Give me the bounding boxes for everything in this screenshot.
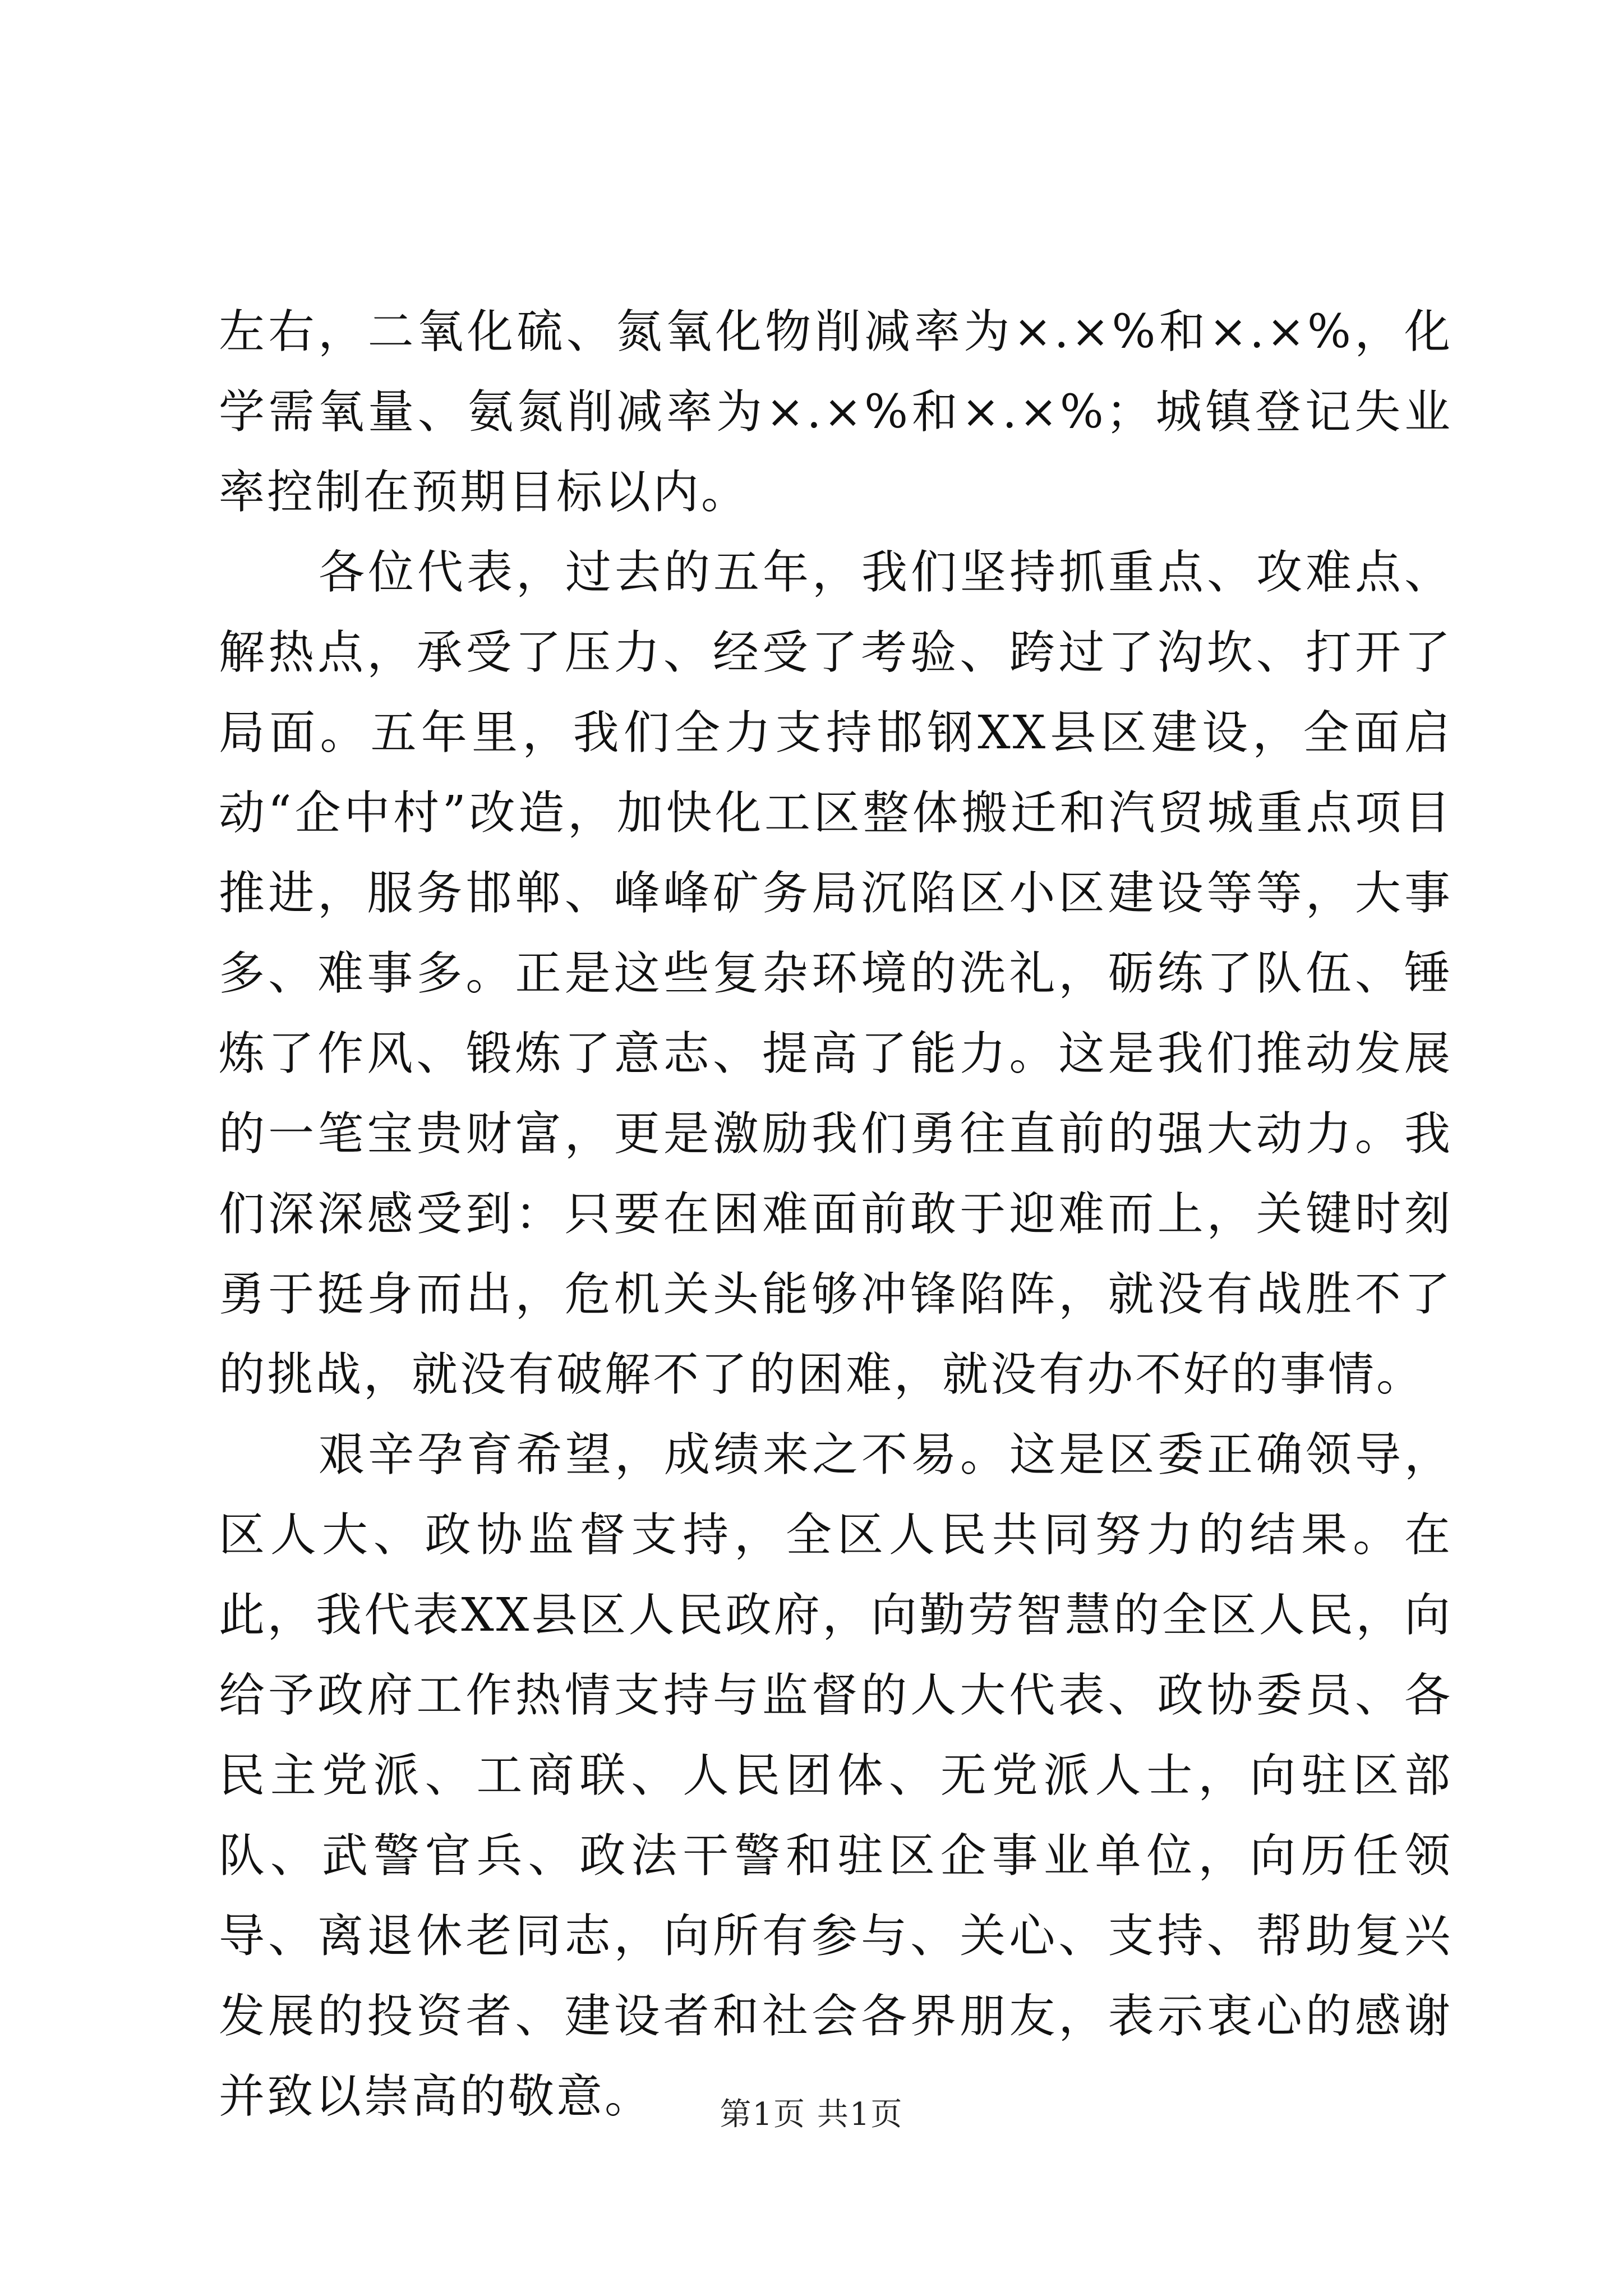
paragraph-1: 左右，二氧化硫、氮氧化物削减率为×.×%和×.×%，化学需氧量、氨氮削减率为×.×%和×.×%；城镇登记失业率控制在预期目标以内。 [219, 305, 1453, 519]
paragraph-2: 各位代表，过去的五年，我们坚持抓重点、攻难点、解热点，承受了压力、经受了考验、跨过了沟坎、打开了局面。五年里，我们全力支持邯钢XX县区建设，全面启动“企中村”改造，加快化工区整体搬迁和汽贸城重点项目推进，服务邯郸、峰峰矿务局沉陷区小区建设等等，大事多、难事多。正是这些复杂环境的洗礼，砺练了队伍、锤炼了作风、锻炼了意志、提高了能力。这是我们推动发展的一笔宝贵财富，更是激励我们勇往直前的强大动力。我们深深感受到：只要在困难面前敢于迎难而上，关键时刻勇于挺身而出，危机关头能够冲锋陷阵，就没有战胜不了的挑战，就没有破解不了的困难，就没有办不好的事情。 [219, 546, 1453, 1401]
paragraph-3: 艰辛孕育希望，成绩来之不易。这是区委正确领导，区人大、政协监督支持，全区人民共同努力的结果。在此，我代表XX县区人民政府，向勤劳智慧的全区人民，向给予政府工作热情支持与监督的人大代表、政协委员、各民主党派、工商联、人民团体、无党派人士，向驻区部队、武警官兵、政法干警和驻区企事业单位，向历任领导、离退休老同志，向所有参与、关心、支持、帮助复兴发展的投资者、建设者和社会各界朋友，表示衷心的感谢并致以崇高的敬意。 [219, 1428, 1453, 2123]
document-body [219, 292, 1453, 2137]
page-number-footer: 第1页 共1页 [720, 2096, 903, 2133]
